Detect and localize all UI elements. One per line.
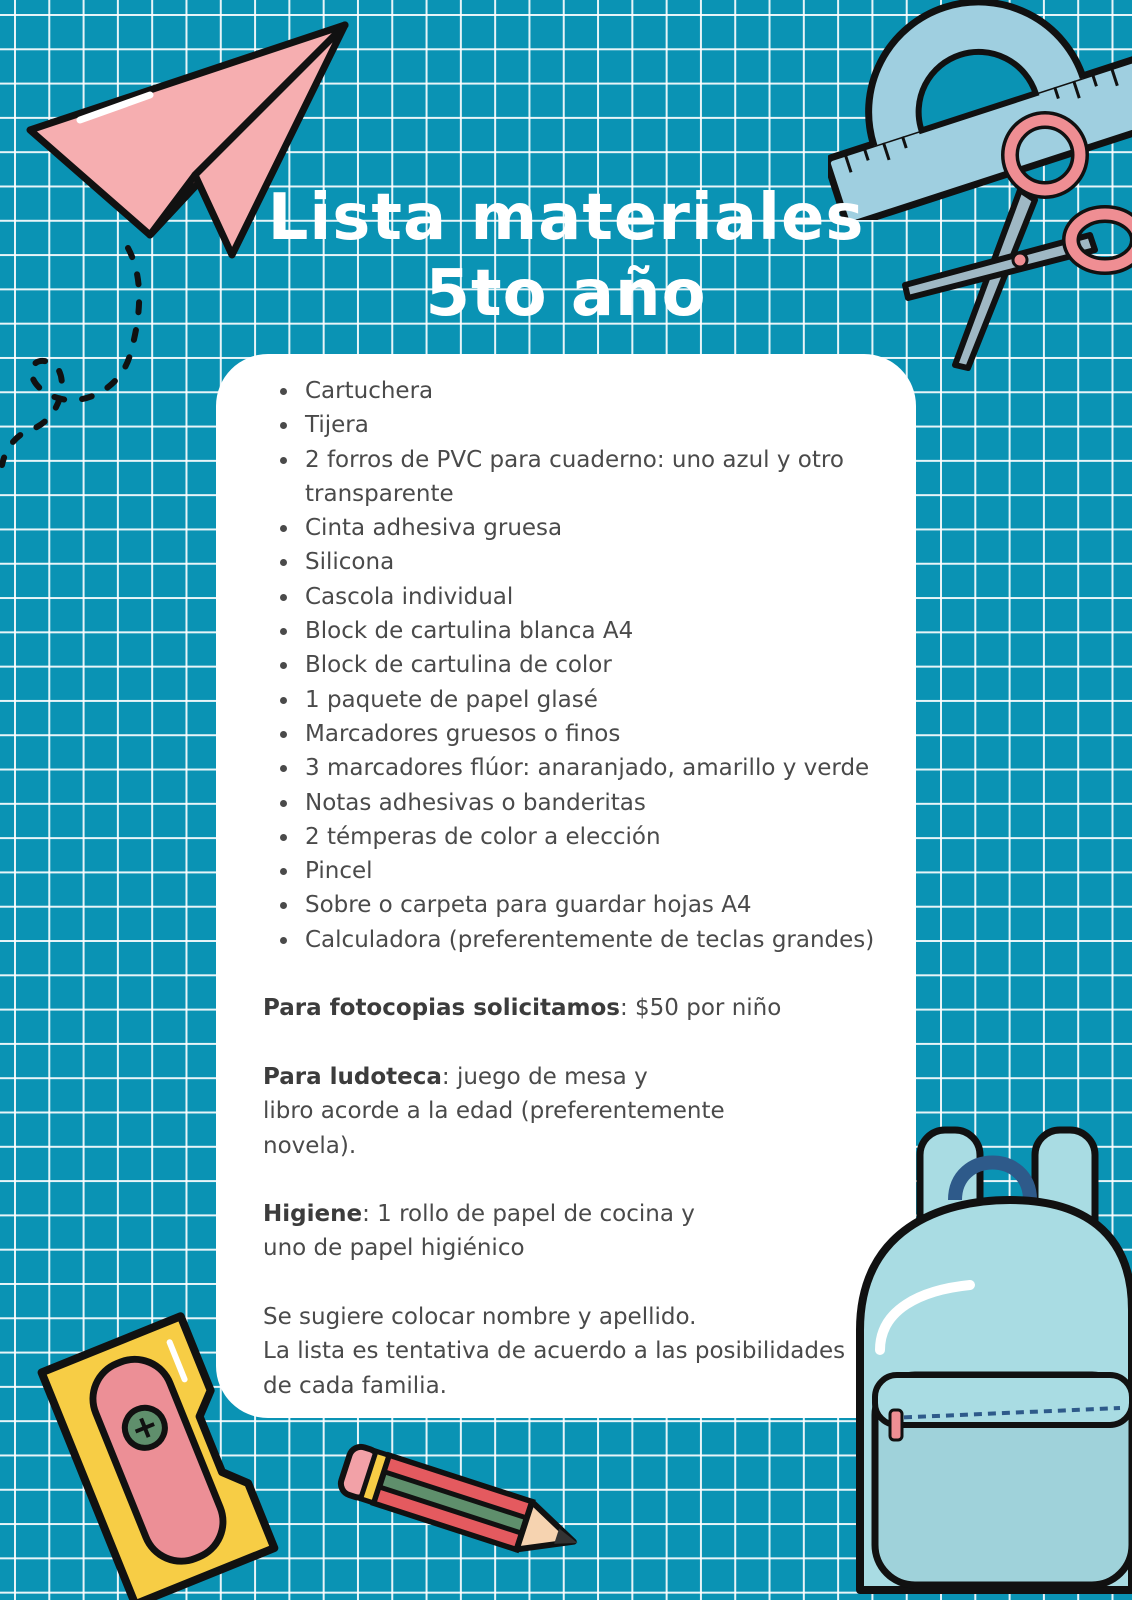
- fotocopias-label: Para fotocopias solicitamos: [263, 995, 620, 1022]
- list-item: Cinta adhesiva gruesa: [263, 511, 923, 545]
- notes-line-1: Se sugiere colocar nombre y apellido.: [263, 1304, 697, 1331]
- list-item: Silicona: [263, 545, 923, 579]
- sharpener-icon: [30, 1290, 320, 1600]
- higiene-line-1: : 1 rollo de papel de cocina y: [362, 1201, 695, 1228]
- list-item: Pincel: [263, 854, 923, 888]
- list-item: Block de cartulina blanca A4: [263, 614, 923, 648]
- pencil-icon: [320, 1440, 600, 1580]
- ludoteca-label: Para ludoteca: [263, 1063, 442, 1090]
- notes-line-3: de cada familia.: [263, 1372, 447, 1399]
- list-item: 2 témperas de color a elección: [263, 820, 923, 854]
- list-item: Cartuchera: [263, 374, 923, 408]
- list-item: Cascola individual: [263, 580, 923, 614]
- notes-line-2: La lista es tentativa de acuerdo a las posibilidades: [263, 1338, 846, 1365]
- list-item: Marcadores gruesos o finos: [263, 717, 923, 751]
- title-line-1: Lista materiales: [267, 181, 865, 255]
- list-item: 2 forros de PVC para cuaderno: uno azul y otro transparente: [263, 443, 923, 512]
- list-item: Sobre o carpeta para guardar hojas A4: [263, 888, 923, 922]
- ludoteca-line-3: novela).: [263, 1132, 357, 1159]
- fotocopias-paragraph: [263, 991, 923, 1025]
- higiene-label: Higiene: [263, 1201, 363, 1228]
- list-item: 1 paquete de papel glasé: [263, 683, 923, 717]
- list-item: 3 marcadores flúor: anaranjado, amarillo y verde: [263, 751, 923, 785]
- list-item: Calculadora (preferentemente de teclas grandes): [263, 923, 923, 957]
- ludoteca-line-1: : juego de mesa y: [441, 1063, 648, 1090]
- page-title: [0, 180, 1132, 332]
- list-item: Tijera: [263, 408, 923, 442]
- fotocopias-text: : $50 por niño: [619, 995, 782, 1022]
- list-item: Block de cartulina de color: [263, 648, 923, 682]
- ludoteca-line-2: libro acorde a la edad (preferentemente: [263, 1098, 725, 1125]
- backpack-icon: [820, 1110, 1132, 1600]
- title-line-2: 5to año: [425, 257, 707, 331]
- list-item: Notas adhesivas o banderitas: [263, 786, 923, 820]
- materials-list: [263, 374, 923, 957]
- higiene-line-2: uno de papel higiénico: [263, 1235, 525, 1262]
